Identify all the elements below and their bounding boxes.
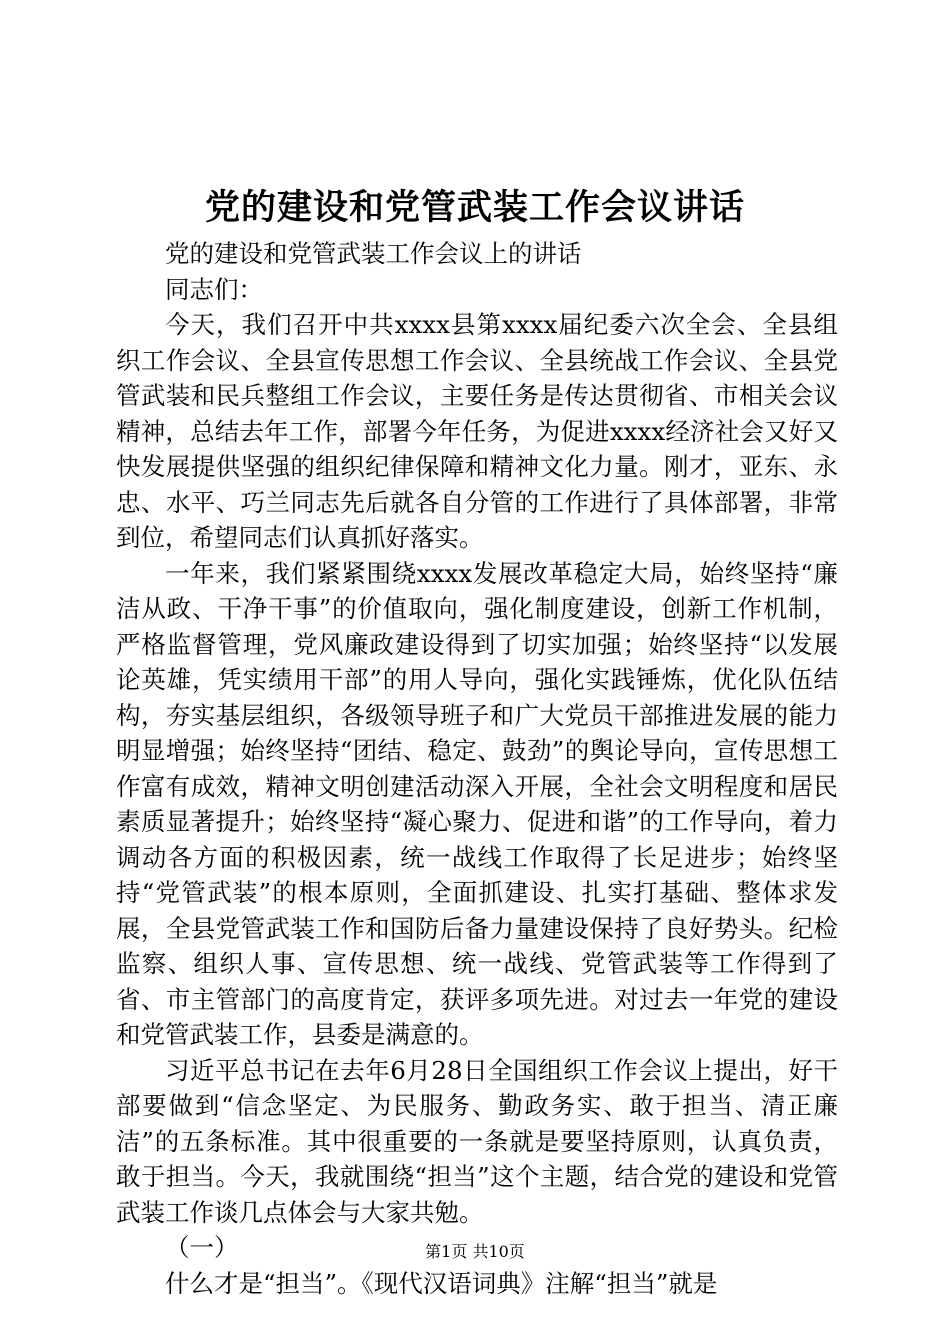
paragraph-standards: 习近平总书记在去年6月28日全国组织工作会议上提出，好干部要做到“信念坚定、为民服务、勤政务实、敢于担当、清正廉洁”的五条标准。其中很重要的一条就是要坚持原则，认真负责，敢于担当。今天，我就围绕“担当”这个主题，结合党的建设和党管武装工作谈几点体会与大家共勉。	[116, 1055, 838, 1227]
page-footer: 第1页 共10页	[425, 1242, 525, 1261]
paragraph-definition: 什么才是“担当”。《现代汉语词典》注解“担当”就是	[165, 1268, 718, 1298]
document-title: 党的建设和党管武装工作会议讲话	[204, 187, 745, 228]
speech-subtitle: 党的建设和党管武装工作会议上的讲话	[165, 239, 582, 268]
paragraph-intro: 今天，我们召开中共xxxx县第xxxx届纪委六次全会、全县组织工作会议、全县宣传思想工作会议、全县统战工作会议、全县党管武装和民兵整组工作会议，主要任务是传达贯彻省、市相关会议精神，总结去年工作，部署今年任务，为促进xxxx经济社会又好又快发展提供坚强的组织纪律保障和精神文化力量。刚才，亚东、永忠、水平、巧兰同志先后就各自分管的工作进行了具体部署，非常到位，希望同志们认真抓好落实。	[116, 310, 838, 552]
paragraph-review: 一年来，我们紧紧围绕xxxx发展改革稳定大局，始终坚持“廉洁从政、干净干事”的价值取向，强化制度建设，创新工作机制，严格监督管理，党风廉政建设得到了切实加强；始终坚持“以发展论英雄，凭实绩用干部”的用人导向，强化实践锤炼，优化队伍结构，夯实基层组织，各级领导班子和广大党员干部推进发展的能力明显增强；始终坚持“团结、稳定、鼓劲”的舆论导向，宣传思想工作富有成效，精神文明创建活动深入开展，全社会文明程度和居民素质显著提升；始终坚持“凝心聚力、促进和谐”的工作导向，着力调动各方面的积极因素，统一战线工作取得了长足进步；始终坚持“党管武装”的根本原则，全面抓建设、扎实打基础、整体求发展，全县党管武装工作和国防后备力量建设保持了良好势头。纪检监察、组织人事、宣传思想、统一战线、党管武装等工作得到了省、市主管部门的高度肯定，获评多项先进。对过去一年党的建设和党管武装工作，县委是满意的。	[116, 558, 838, 1049]
document-body	[116, 236, 838, 1301]
section-heading-one: （一）	[165, 1233, 239, 1262]
salutation: 同志们：	[165, 274, 263, 304]
